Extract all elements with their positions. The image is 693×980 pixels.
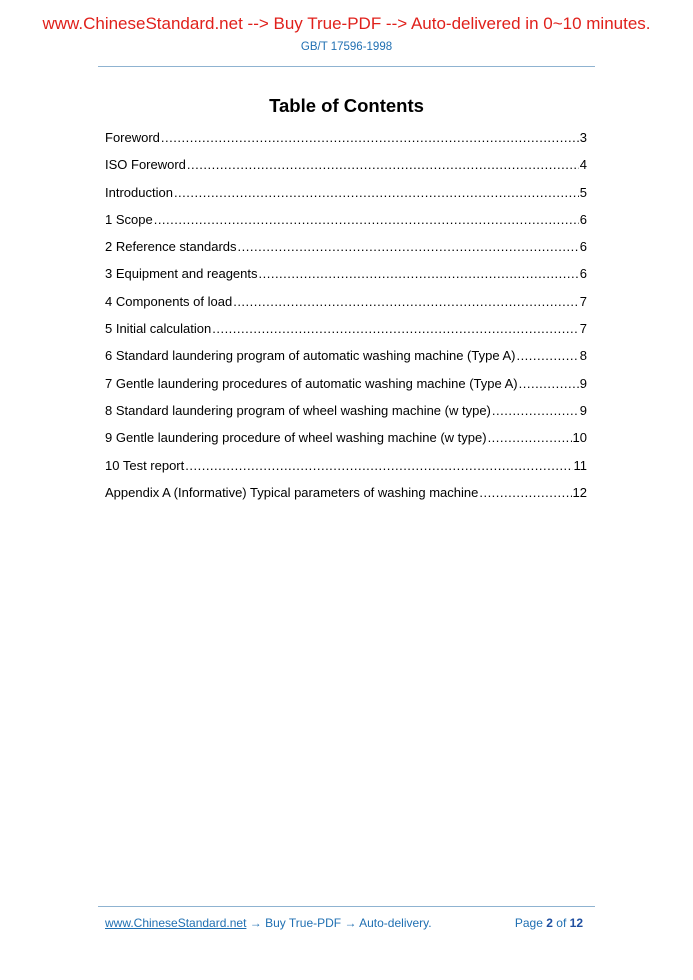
toc-entry-text: Foreword [105, 130, 160, 145]
toc-dot-leader [479, 483, 571, 503]
toc-dot-leader [187, 155, 579, 175]
toc-entry-standard-laundering-type-a[interactable] [105, 346, 587, 373]
toc-entry-page: 10 [572, 430, 587, 446]
toc-entry-reference-standards[interactable] [105, 237, 587, 264]
toc-dot-leader [212, 319, 579, 339]
toc-dot-leader [185, 456, 572, 476]
toc-dot-leader [519, 374, 579, 394]
document-code: GB/T 17596-1998 [300, 41, 393, 53]
toc-entry-page: 12 [572, 484, 587, 500]
page-current: 2 [546, 916, 553, 930]
toc-entry-page: 8 [579, 348, 587, 364]
toc-entry-text: 2 Reference standards [105, 239, 237, 255]
toc-entry-gentle-laundering-type-a[interactable] [105, 374, 587, 401]
toc-entry-text: 6 Standard laundering program of automatic washing machine (Type A) [105, 348, 516, 364]
toc-entry-page: 9 [579, 375, 587, 391]
footer-tagline: → Buy True-PDF → Auto-delivery. [249, 916, 432, 930]
toc-entry-text: Appendix A (Informative) Typical parameters of washing machine [105, 484, 479, 500]
footer-left [105, 916, 432, 930]
toc-entry-page: 5 [579, 184, 587, 200]
toc-entry-text: 5 Initial calculation [105, 321, 212, 337]
toc-entry-initial-calculation[interactable] [105, 319, 587, 346]
toc-entry-gentle-laundering-w-type[interactable] [105, 428, 587, 455]
toc-dot-leader [154, 210, 579, 230]
toc-entry-page: 7 [579, 293, 587, 309]
toc-entry-introduction[interactable] [105, 183, 587, 210]
table-of-contents [105, 128, 587, 510]
page-number [515, 916, 583, 930]
toc-dot-leader [259, 264, 579, 284]
toc-entry-text: 3 Equipment and reagents [105, 266, 258, 282]
toc-dot-leader [492, 401, 579, 421]
toc-entry-text: 8 Standard laundering program of wheel washing machine (w type) [105, 402, 491, 418]
toc-entry-page: 9 [579, 402, 587, 418]
toc-dot-leader [516, 346, 578, 366]
toc-dot-leader [488, 428, 572, 448]
toc-entry-text: 10 Test report [105, 457, 185, 473]
toc-entry-page: 3 [579, 130, 587, 145]
toc-entry-test-report[interactable] [105, 456, 587, 483]
header-divider [98, 66, 595, 67]
toc-entry-page: 4 [579, 157, 587, 173]
toc-entry-iso-foreword[interactable] [105, 155, 587, 182]
toc-entry-scope[interactable] [105, 210, 587, 237]
toc-entry-text: 4 Components of load [105, 293, 233, 309]
toc-entry-text: 1 Scope [105, 211, 153, 227]
toc-entry-foreword[interactable] [105, 128, 587, 155]
toc-entry-page: 6 [579, 266, 587, 282]
toc-entry-page: 11 [573, 457, 587, 473]
footer-site-link[interactable]: www.ChineseStandard.net [105, 916, 247, 930]
toc-entry-text: Introduction [105, 184, 173, 200]
toc-entry-page: 6 [579, 211, 587, 227]
toc-title: Table of Contents [269, 95, 424, 116]
page-of: of [556, 916, 567, 930]
toc-entry-text: 9 Gentle laundering procedure of wheel washing machine (w type) [105, 430, 487, 446]
toc-dot-leader [161, 128, 579, 148]
page-footer [105, 916, 583, 930]
page-total: 12 [569, 916, 583, 930]
toc-entry-text: 7 Gentle laundering procedures of automatic washing machine (Type A) [105, 375, 518, 391]
footer-divider [98, 906, 595, 907]
toc-entry-components-of-load[interactable] [105, 292, 587, 319]
toc-entry-page: 6 [579, 239, 587, 255]
toc-entry-standard-laundering-w-type[interactable] [105, 401, 587, 428]
toc-dot-leader [233, 292, 579, 312]
toc-entry-page: 7 [579, 321, 587, 337]
toc-entry-appendix-a[interactable] [105, 483, 587, 510]
page-prefix: Page [514, 916, 543, 930]
header-banner[interactable]: www.ChineseStandard.net --> Buy True-PDF --> Auto-delivered in 0~10 minutes. [42, 14, 651, 33]
toc-entry-equipment-and-reagents[interactable] [105, 264, 587, 291]
toc-dot-leader [174, 183, 579, 203]
toc-dot-leader [238, 237, 579, 257]
toc-entry-text: ISO Foreword [105, 157, 186, 173]
